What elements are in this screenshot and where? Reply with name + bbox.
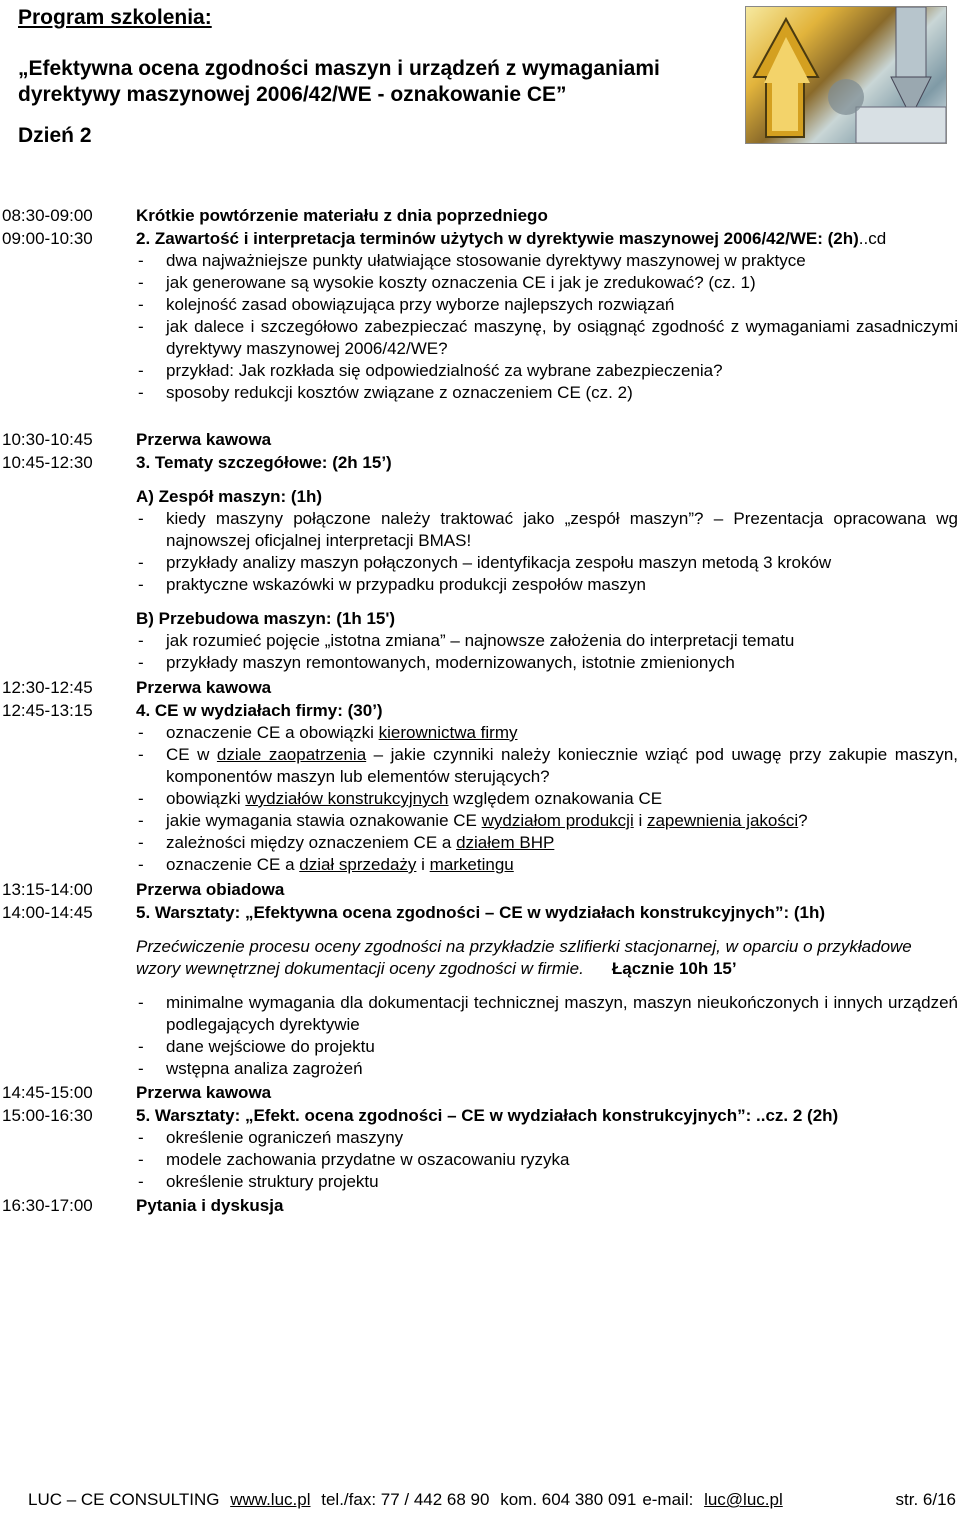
text: zależności między oznaczeniem CE a [166, 833, 457, 852]
text: – jakie czynniki należy koniecznie wziąć pod uwagę przy zakupie maszyn, komponentów maszyn lub elementów sterujących? [166, 745, 959, 786]
session-title: Przerwa kawowa [136, 430, 272, 449]
subsection-title: B) Przebudowa maszyn: (1h 15') [136, 609, 396, 628]
text: oznaczenie CE a [166, 855, 300, 874]
session-title: 3. Tematy szczegółowe: (2h 15’) [136, 453, 392, 472]
list-item: - kiedy maszyny połączone należy traktować jako „zespół maszyn”? – Prezentacja opracowana wg najnowszej oficjalnej interpretacji BMAS! [136, 508, 958, 552]
list-item [136, 810, 958, 832]
session-content [136, 452, 958, 674]
time-slot: 09:00-10:30 [2, 229, 93, 248]
list-item: - określenie struktury projektu [136, 1171, 958, 1193]
text: oznaczenie CE a obowiązki [166, 723, 379, 742]
workshop-intro [136, 936, 958, 980]
list-item: - przykłady maszyn remontowanych, modernizowanych, istotnie zmienionych [136, 652, 958, 674]
time-slot: 10:30-10:45 [2, 430, 93, 449]
machining-arrow-icon [745, 6, 947, 144]
department-link: dziale zaopatrzenia [216, 745, 367, 764]
day-label: Dzień 2 [18, 124, 92, 147]
total-duration: Łącznie 10h 15’ [611, 959, 737, 978]
time-slot: 12:30-12:45 [2, 678, 93, 697]
text: i [633, 811, 647, 830]
list-item [136, 744, 958, 788]
session-content [136, 902, 958, 1080]
list-item: - jak dalece i szczegółowo zabezpieczać maszynę, by osiągnąć zgodność z wymaganiami zasadniczymi dyrektywy maszynowej 2006/42/WE? [136, 316, 958, 360]
department-link: zapewnienia jakości [646, 811, 799, 830]
list-item: - sposoby redukcji kosztów związane z oznaczeniem CE (cz. 2) [136, 382, 958, 404]
session-title-bold: 2. Zawartość i interpretacja terminów użytych w dyrektywie maszynowej 2006/42/WE: (2h) [136, 229, 859, 248]
program-title: Program szkolenia: [18, 6, 212, 29]
session-title: Przerwa obiadowa [136, 880, 285, 899]
training-subtitle: „Efektywna ocena zgodności maszyn i urządzeń z wymaganiami dyrektywy maszynowej 2006/42/WE - oznakowanie CE” [18, 57, 660, 106]
list-item: - określenie ograniczeń maszyny [136, 1127, 958, 1149]
text: ? [798, 811, 808, 830]
website-link[interactable]: www.luc.pl [230, 1490, 311, 1509]
page-footer [28, 1490, 958, 1510]
text: i [416, 855, 430, 874]
list-item: - kolejność zasad obowiązująca przy wyborze najlepszych rozwiązań [136, 294, 958, 316]
session-title: Przerwa kawowa [136, 1083, 272, 1102]
list-item [136, 788, 958, 810]
list-item: - przykład: Jak rozkłada się odpowiedzialność za wybrane zabezpieczenia? [136, 360, 958, 382]
list-item [136, 854, 958, 876]
session-content [136, 1105, 958, 1193]
department-link: dział sprzedaży [299, 855, 417, 874]
department-link: działem BHP [456, 833, 555, 852]
page-number: str. 6/16 [895, 1490, 956, 1509]
list-item: - jak generowane są wysokie koszty oznaczenia CE i jak je zredukować? (cz. 1) [136, 272, 958, 294]
session-title: Przerwa kawowa [136, 678, 272, 697]
session-content [136, 228, 958, 404]
text: obowiązki [166, 789, 246, 808]
time-slot: 14:45-15:00 [2, 1083, 93, 1102]
list-item [136, 832, 958, 854]
list-item: - dwa najważniejsze punkty ułatwiające stosowanie dyrektywy maszynowej w praktyce [136, 250, 958, 272]
department-link: kierownictwa firmy [378, 723, 518, 742]
text: względem oznakowania CE [448, 789, 663, 808]
session-title: 4. CE w wydziałach firmy: (30’) [136, 701, 383, 720]
time-slot: 16:30-17:00 [2, 1196, 93, 1215]
list-item: - przykłady analizy maszyn połączonych – identyfikacja zespołu maszyn metodą 3 kroków [136, 552, 958, 574]
time-slot: 14:00-14:45 [2, 903, 93, 922]
session-title: Krótkie powtórzenie materiału z dnia poprzedniego [136, 206, 548, 225]
text: CE w [166, 745, 217, 764]
list-item [136, 722, 958, 744]
phone-number: tel./fax: 77 / 442 68 90 [321, 1490, 490, 1509]
department-link: wydziałów konstrukcyjnych [245, 789, 449, 808]
session-title-tail: ..cd [858, 229, 887, 248]
time-slot: 13:15-14:00 [2, 880, 93, 899]
email-link[interactable]: luc@luc.pl [704, 1490, 783, 1509]
list-item: - praktyczne wskazówki w przypadku produkcji zespołów maszyn [136, 574, 958, 596]
department-link: wydziałom produkcji [481, 811, 634, 830]
text: jakie wymagania stawia oznakowanie CE [166, 811, 482, 830]
workshop-description: Przećwiczenie procesu oceny zgodności na przykładzie szlifierki stacjonarnej, w oparciu o przykładowe wzory wewnętrznej dokumentacji oceny zgodności w firmie. [136, 937, 912, 978]
mobile-number: kom. 604 380 091 [500, 1490, 637, 1509]
email-label: e-mail: [642, 1490, 694, 1509]
session-title: 5. Warsztaty: „Efektywna ocena zgodności – CE w wydziałach konstrukcyjnych”: (1h) [136, 903, 825, 922]
time-slot: 15:00-16:30 [2, 1106, 93, 1125]
time-slot: 08:30-09:00 [2, 206, 93, 225]
list-item: - jak rozumieć pojęcie „istotna zmiana” – najnowsze założenia do interpretacji tematu [136, 630, 958, 652]
session-title [136, 228, 958, 250]
company-name: LUC – CE CONSULTING [28, 1490, 220, 1509]
list-item: - wstępna analiza zagrożeń [136, 1058, 958, 1080]
list-item: - minimalne wymagania dla dokumentacji technicznej maszyn, maszyn nieukończonych i innych urządzeń podlegających dyrektywie [136, 992, 958, 1036]
department-link: marketingu [429, 855, 514, 874]
time-slot: 12:45-13:15 [2, 701, 93, 720]
session-content [136, 700, 958, 876]
session-title: 5. Warsztaty: „Efekt. ocena zgodności – CE w wydziałach konstrukcyjnych”: ..cz. 2 (2h) [136, 1106, 839, 1125]
list-item: - dane wejściowe do projektu [136, 1036, 958, 1058]
list-item: - modele zachowania przydatne w oszacowaniu ryzyka [136, 1149, 958, 1171]
session-title: Pytania i dyskusja [136, 1196, 284, 1215]
subsection-title: A) Zespół maszyn: (1h) [136, 487, 323, 506]
time-slot: 10:45-12:30 [2, 453, 93, 472]
